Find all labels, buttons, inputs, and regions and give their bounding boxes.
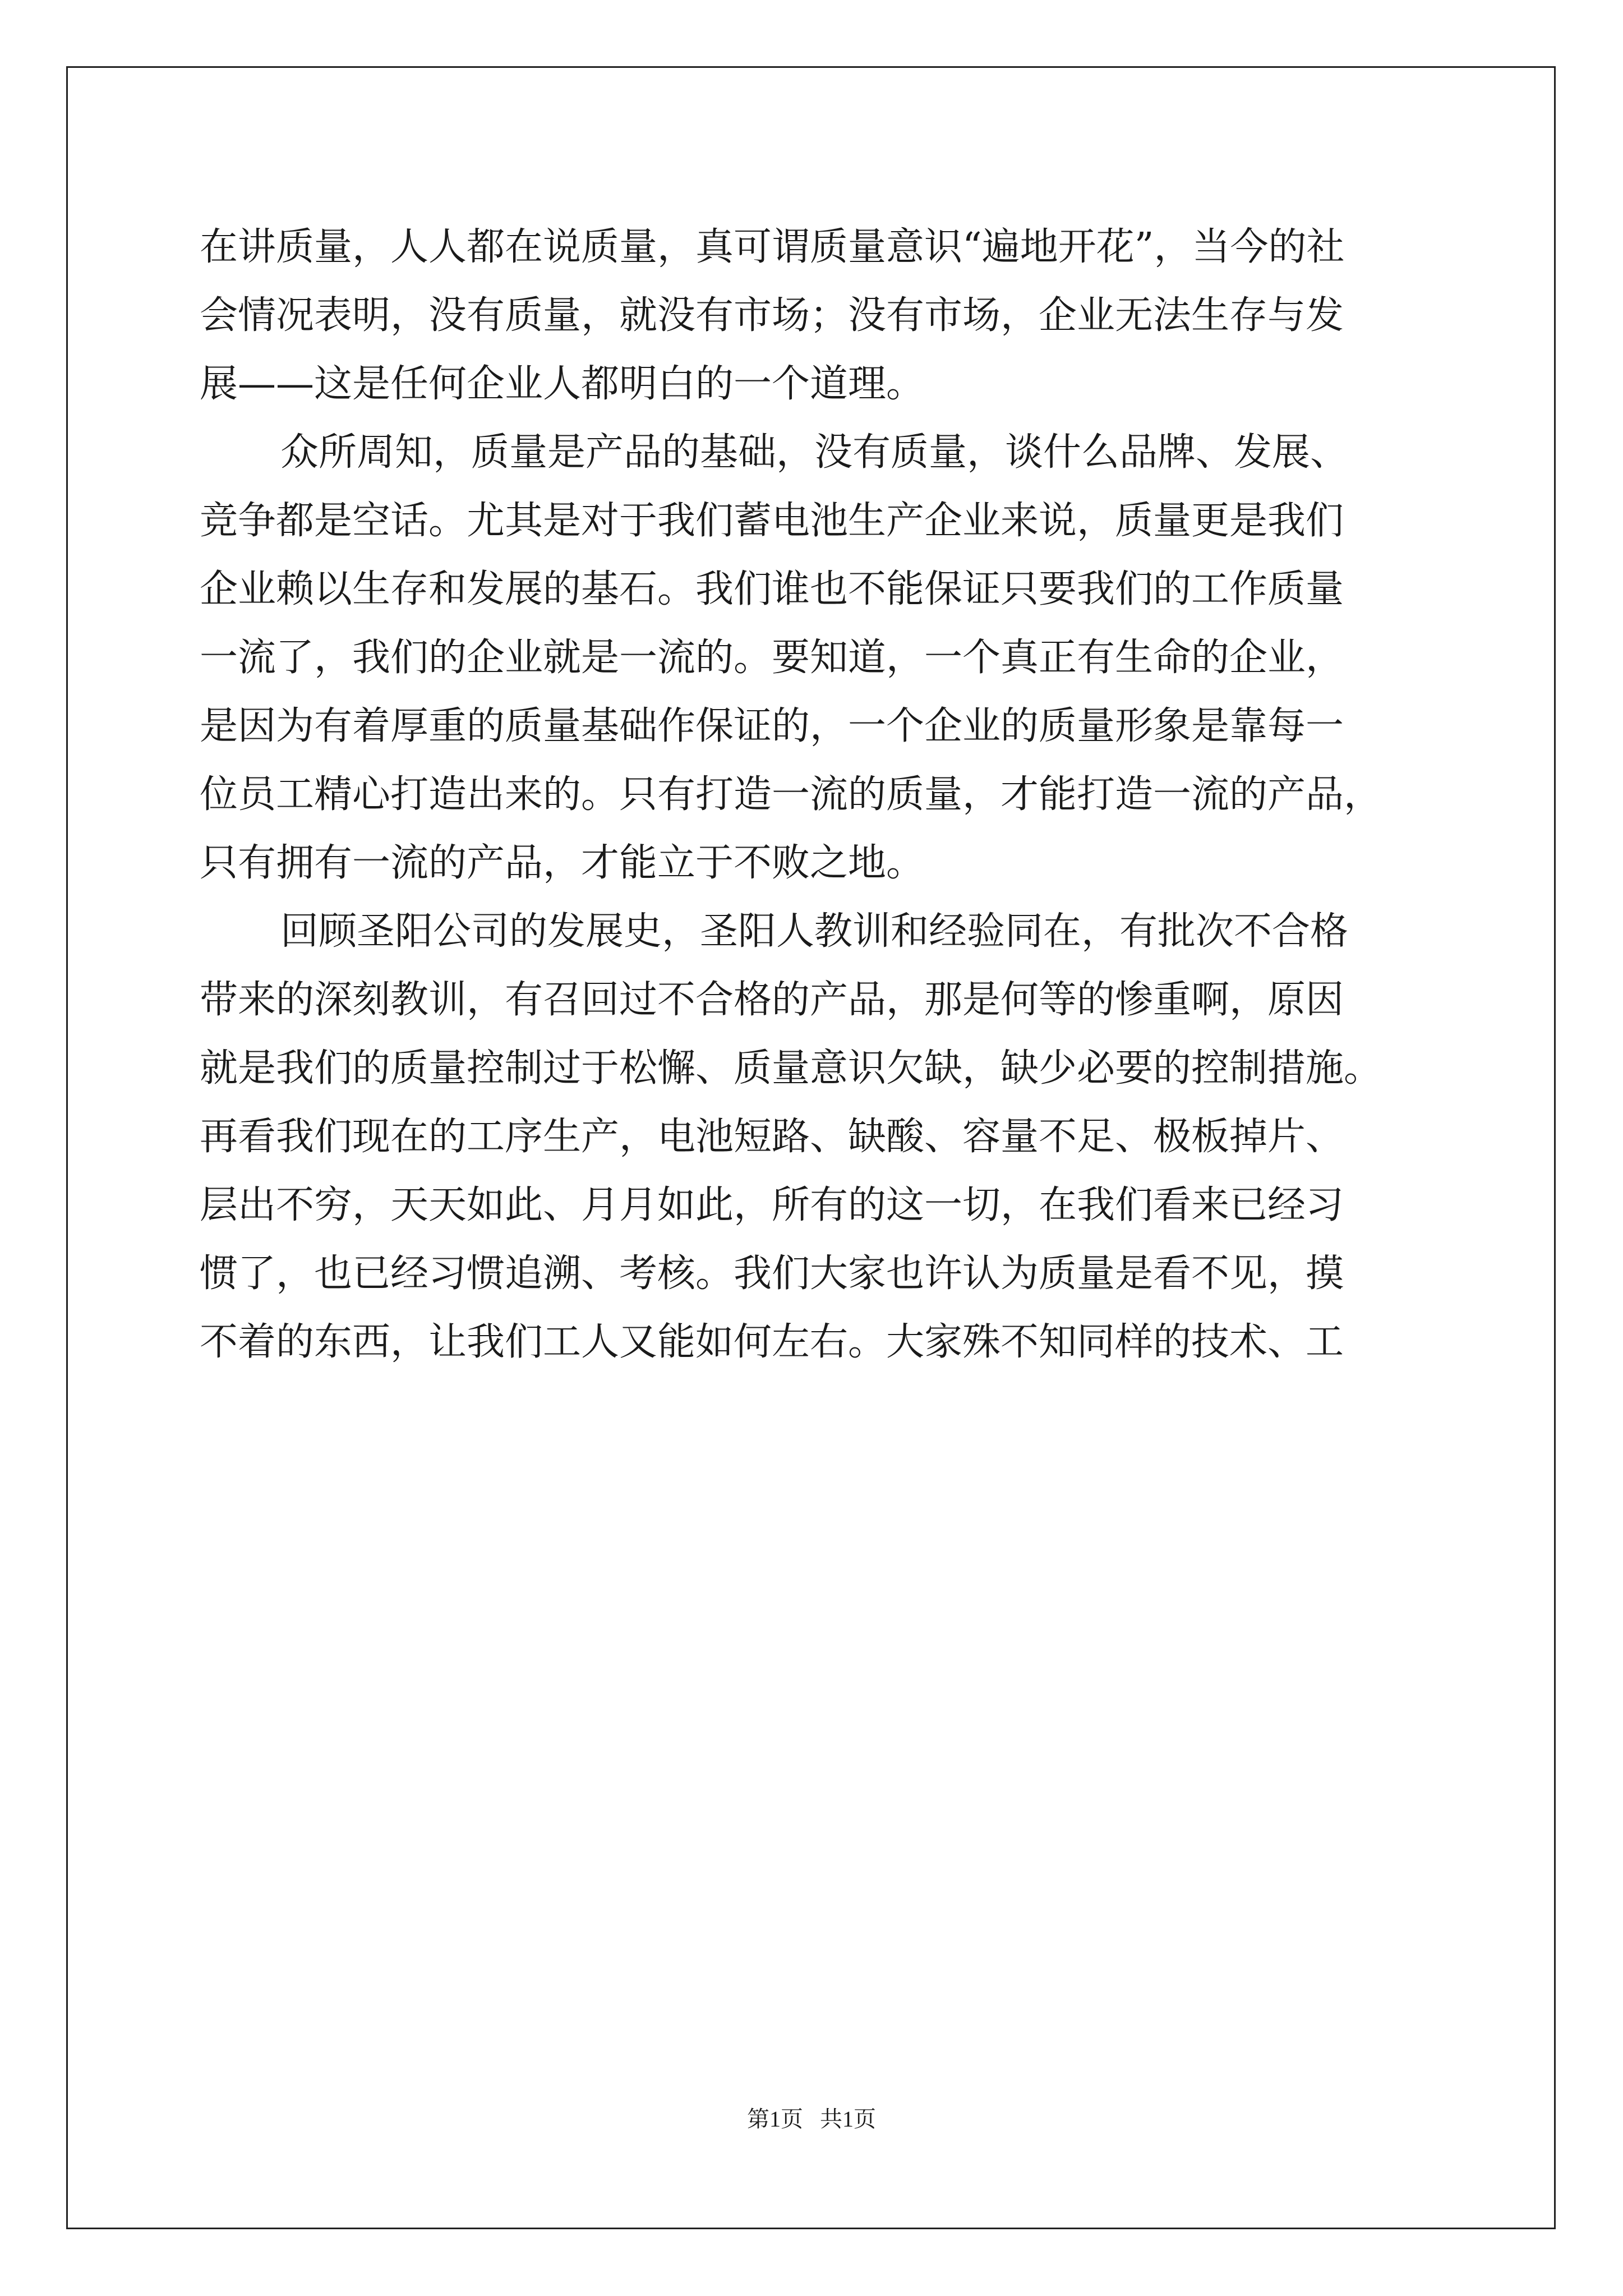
text-line: 只有拥有一流的产品，才能立于不败之地。: [200, 841, 925, 885]
text-line: 位员工精心打造出来的。只有打造一流的质量，才能打造一流的产品，: [200, 772, 1382, 817]
page-number: 第1页 共1页: [747, 2106, 876, 2132]
text-line: 展——这是任何企业人都明白的一个道理。: [200, 362, 925, 406]
text-line: 惯了，也已经习惯追溯、考核。我们大家也许认为质量是看不见，摸: [200, 1251, 1344, 1296]
text-line: 层出不穷，天天如此、月月如此，所有的这一切，在我们看来已经习: [200, 1183, 1344, 1227]
text-line: 带来的深刻教训，有召回过不合格的产品，那是何等的惨重啊，原因: [200, 978, 1344, 1022]
text-line: 会情况表明，没有质量，就没有市场；没有市场，企业无法生存与发: [200, 293, 1344, 338]
text-line: 就是我们的质量控制过于松懈、质量意识欠缺，缺少必要的控制措施。: [200, 1046, 1382, 1091]
text-line: 企业赖以生存和发展的基石。我们谁也不能保证只要我们的工作质量: [200, 567, 1344, 611]
text-line: 是因为有着厚重的质量基础作保证的，一个企业的质量形象是靠每一: [200, 704, 1344, 748]
page-footer: [0, 2101, 1623, 2133]
text-line: 一流了，我们的企业就是一流的。要知道，一个真正有生命的企业，: [200, 636, 1344, 680]
text-line: 众所周知，质量是产品的基础，没有质量，谈什么品牌、发展、: [280, 430, 1349, 475]
text-line: 竞争都是空话。尤其是对于我们蓄电池生产企业来说，质量更是我们: [200, 499, 1344, 543]
text-line: 再看我们现在的工序生产，电池短路、缺酸、容量不足、极板掉片、: [200, 1115, 1344, 1159]
text-line: 回顾圣阳公司的发展史，圣阳人教训和经验同在，有批次不合格: [280, 909, 1349, 954]
document-body: [200, 213, 1433, 1377]
text-line: 在讲质量，人人都在说质量，真可谓质量意识“遍地开花”，当今的社: [200, 225, 1345, 269]
text-line: 不着的东西，让我们工人又能如何左右。大家殊不知同样的技术、工: [200, 1320, 1344, 1364]
